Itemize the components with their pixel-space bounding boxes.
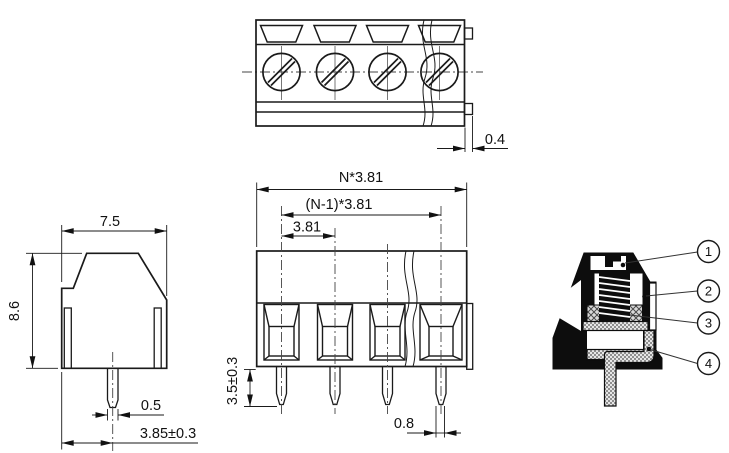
front-centerlines: [282, 206, 442, 414]
dim-label-total-width: N*3.81: [338, 170, 384, 186]
callout-label-1: 1: [704, 244, 713, 259]
wire-cavity: [587, 331, 643, 351]
front-view-body: [257, 251, 467, 367]
section-right-wall: [650, 283, 657, 330]
callout-label-3: 3: [704, 315, 713, 331]
dim-label-pin-span: (N-1)*3.81: [305, 197, 373, 213]
front-view: [225, 170, 473, 438]
mounting-tab-bottom: [465, 104, 473, 115]
mounting-tab-top: [465, 28, 473, 39]
screw-thread: [599, 274, 630, 323]
dim-label-body-height: 8.6: [7, 300, 23, 322]
side-view-body: [62, 253, 167, 368]
dimension-pin-thickness: [92, 398, 164, 421]
dim-label-pin-offset: 3.85±0.3: [139, 426, 197, 442]
dim-label-pin-thickness: 0.5: [140, 398, 162, 414]
dimension-pin-span: [282, 197, 442, 215]
front-break-lines: [404, 251, 417, 367]
terminal-openings: [264, 305, 462, 361]
dim-label-pin-length: 3.5±0.3: [225, 356, 241, 406]
solder-pins: [277, 367, 447, 405]
dimension-pitch: [282, 220, 336, 237]
side-slot-right: [154, 308, 161, 368]
callout-point-4: [647, 347, 652, 352]
dimension-pin-length: [225, 357, 277, 407]
callout-label-2: 2: [704, 283, 713, 299]
top-view-centerlines: [282, 46, 440, 100]
side-slot-left: [64, 308, 71, 368]
dimension-pin-width: [394, 406, 461, 438]
section-view: [553, 241, 720, 407]
front-side-step: [467, 304, 473, 370]
callout-point-2: [642, 294, 647, 299]
dim-label-pitch: 3.81: [292, 219, 322, 236]
dimension-pin-offset: [62, 372, 198, 450]
cage-top-bar: [583, 322, 648, 331]
dim-label-tab-offset: 0.4: [484, 132, 506, 148]
dim-label-pin-width: 0.8: [393, 416, 415, 432]
dim-label-body-width: 7.5: [99, 214, 121, 230]
dimension-tab-offset: [437, 116, 508, 152]
top-view-break-lines: [422, 20, 435, 126]
top-view: [242, 20, 508, 152]
callout-point-1: [621, 263, 626, 268]
side-view: [7, 214, 198, 451]
dimension-body-width: [62, 214, 167, 296]
callouts: [698, 241, 720, 375]
callout-label-4: 4: [704, 356, 713, 371]
